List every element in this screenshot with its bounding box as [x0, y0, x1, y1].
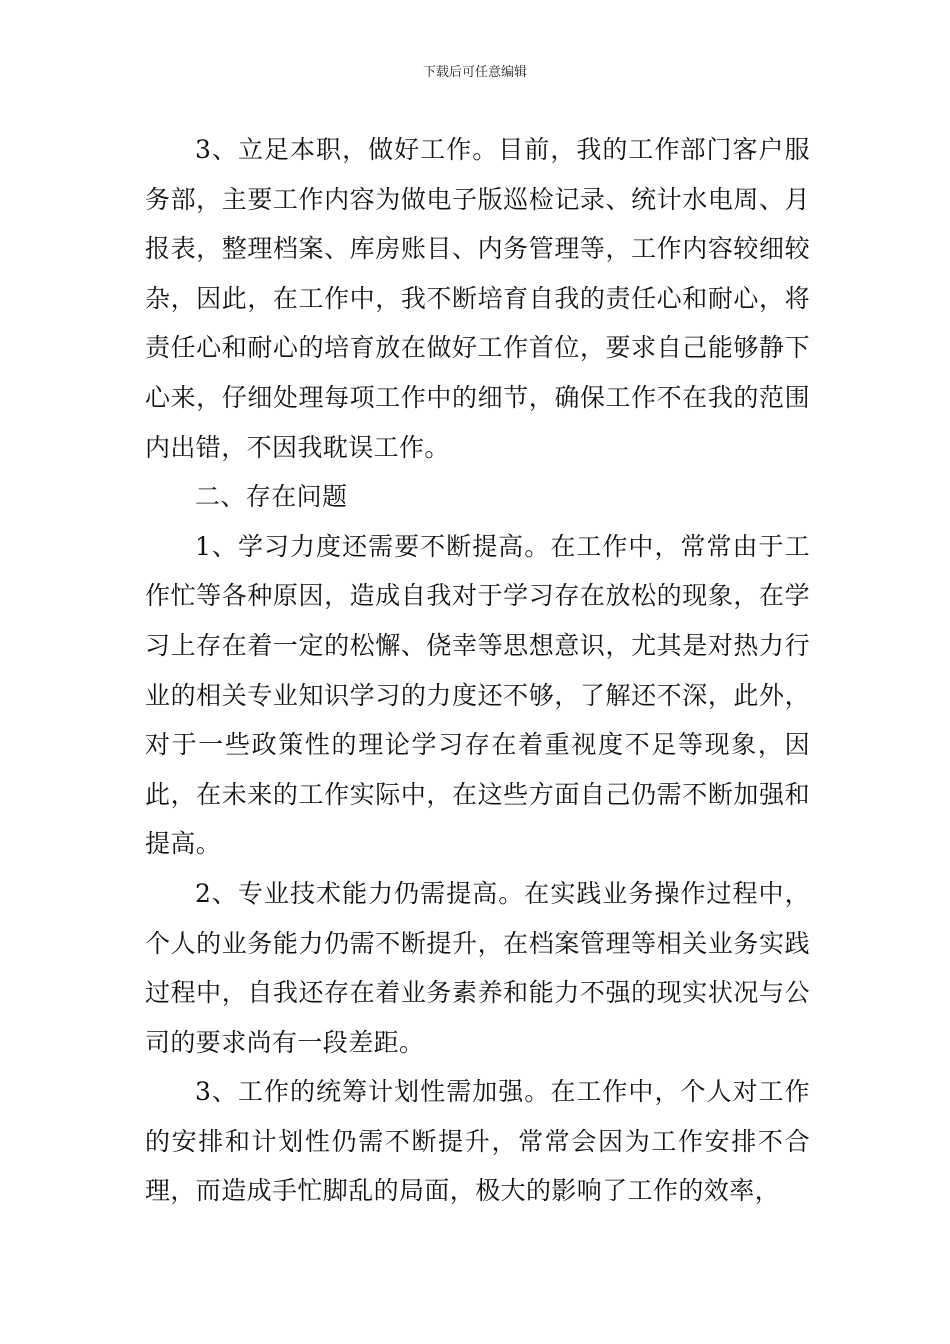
paragraph-planning: 3、工作的统筹计划性需加强。在工作中，个人对工作的安排和计划性仍需不断提升，常常会因为工作安排不合理，而造成手忙脚乱的局面，极大的影响了工作的效率， [145, 1077, 810, 1206]
paragraph-learning: 1、学习力度还需要不断提高。在工作中，常常由于工作忙等各种原因，造成自我对于学习存在放松的现象，在学习上存在着一定的松懈、侥幸等思想意识，尤其是对热力行业的相关专业知识学习的力度还不够，了解还不深，此外，对于一些政策性的理论学习存在着重视度不足等现象，因此，在未来的工作实际中，在这些方面自己仍需不断加强和提高。 [145, 531, 810, 859]
section-heading-problems: 二、存在问题 [195, 482, 348, 512]
document-body [145, 125, 810, 1216]
paragraph-work-duty: 3、立足本职，做好工作。目前，我的工作部门客户服务部，主要工作内容为做电子版巡检记录、统计水电周、月报表，整理档案、库房账目、内务管理等，工作内容较细较杂，因此，在工作中，我不断培育自我的责任心和耐心，将责任心和耐心的培育放在做好工作首位，要求自己能够静下心来，仔细处理每项工作中的细节，确保工作不在我的范围内出错，不因我耽误工作。 [145, 135, 810, 462]
paragraph-skills: 2、专业技术能力仍需提高。在实践业务操作过程中，个人的业务能力仍需不断提升，在档案管理等相关业务实践过程中，自我还存在着业务素养和能力不强的现实状况与公司的要求尚有一段差距。 [145, 878, 810, 1057]
page-header: 下载后可任意编辑 [422, 65, 527, 80]
